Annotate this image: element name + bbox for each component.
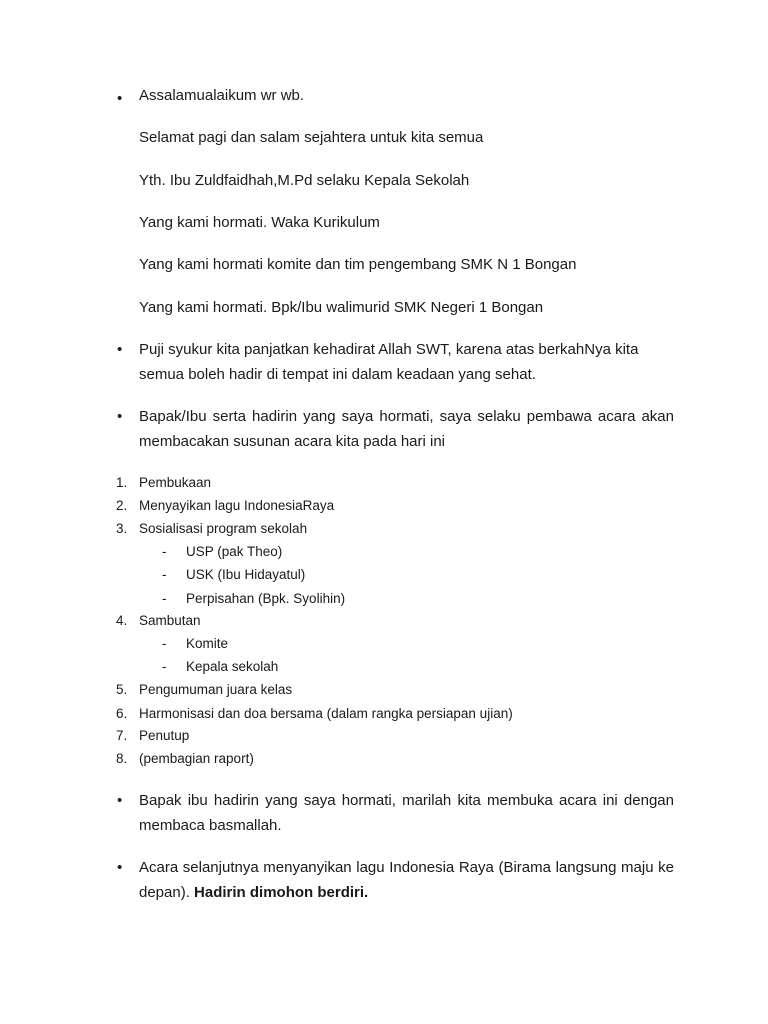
greeting-line-4: Yang kami hormati. Waka Kurikulum <box>139 214 380 231</box>
agenda-sub-item-usk: USK (Ibu Hidayatul) <box>186 567 306 582</box>
agenda-item-6: Harmonisasi dan doa bersama (dalam rangka persiapan ujian) <box>139 706 513 721</box>
agenda-sub-dash: - <box>162 636 167 651</box>
paragraph-basmallah: Bapak ibu hadirin yang saya hormati, marilah kita membuka acara ini dengan membaca basmallah. <box>139 792 674 834</box>
agenda-sub-item-usp: USP (pak Theo) <box>186 544 283 559</box>
agenda-item-4: Sambutan <box>139 613 201 628</box>
greeting-line-2: Selamat pagi dan salam sejahtera untuk kita semua <box>139 129 484 146</box>
paragraph-agenda-intro: Bapak/Ibu serta hadirin yang saya hormati, saya selaku pembawa acara akan membacakan susunan acara kita pada hari ini <box>139 408 674 450</box>
bullet-paragraph-1: • <box>117 341 123 358</box>
bullet-closing-2: • <box>117 859 123 876</box>
bullet-closing-1: • <box>117 792 123 809</box>
agenda-number-1: 1. <box>116 475 128 490</box>
agenda-sub-dash: - <box>162 659 167 674</box>
bullet-paragraph-2: • <box>117 408 123 425</box>
agenda-item-2: Menyayikan lagu IndonesiaRaya <box>139 498 335 513</box>
agenda-number-4: 4. <box>116 613 128 628</box>
agenda-sub-item-komite: Komite <box>186 636 229 651</box>
agenda-item-5: Pengumuman juara kelas <box>139 682 293 697</box>
agenda-number-5: 5. <box>116 682 128 697</box>
greeting-line-5: Yang kami hormati komite dan tim pengembang SMK N 1 Bongan <box>139 256 577 273</box>
paragraph-indonesia-raya-text: Acara selanjutnya menyanyikan lagu Indonesia Raya (Birama langsung maju ke depan). <box>139 859 674 901</box>
agenda-number-6: 6. <box>116 706 128 721</box>
paragraph-indonesia-raya <box>139 855 674 905</box>
agenda-sub-dash: - <box>162 567 167 582</box>
agenda-item-1: Pembukaan <box>139 475 212 490</box>
greeting-line-6: Yang kami hormati. Bpk/Ibu walimurid SMK Negeri 1 Bongan <box>139 299 544 316</box>
agenda-sub-item-kepala-sekolah: Kepala sekolah <box>186 659 279 674</box>
bullet-greeting: • <box>117 90 123 107</box>
agenda-item-3: Sosialisasi program sekolah <box>139 521 308 536</box>
paragraph-indonesia-raya-bold: Hadirin dimohon berdiri. <box>194 884 369 901</box>
greeting-line-3: Yth. Ibu Zuldfaidhah,M.Pd selaku Kepala Sekolah <box>139 172 470 189</box>
agenda-number-8: 8. <box>116 751 128 766</box>
agenda-item-8: (pembagian raport) <box>139 751 254 766</box>
greeting-line-1: Assalamualaikum wr wb. <box>139 87 305 104</box>
agenda-sub-dash: - <box>162 591 167 606</box>
agenda-number-7: 7. <box>116 728 128 743</box>
agenda-number-3: 3. <box>116 521 128 536</box>
agenda-item-7: Penutup <box>139 728 190 743</box>
paragraph-gratitude: Puji syukur kita panjatkan kehadirat Allah SWT, karena atas berkahNya kita semua boleh hadir di tempat ini dalam keadaan yang sehat. <box>139 341 639 383</box>
agenda-sub-dash: - <box>162 544 167 559</box>
agenda-number-2: 2. <box>116 498 128 513</box>
agenda-sub-item-perpisahan: Perpisahan (Bpk. Syolihin) <box>186 591 346 606</box>
